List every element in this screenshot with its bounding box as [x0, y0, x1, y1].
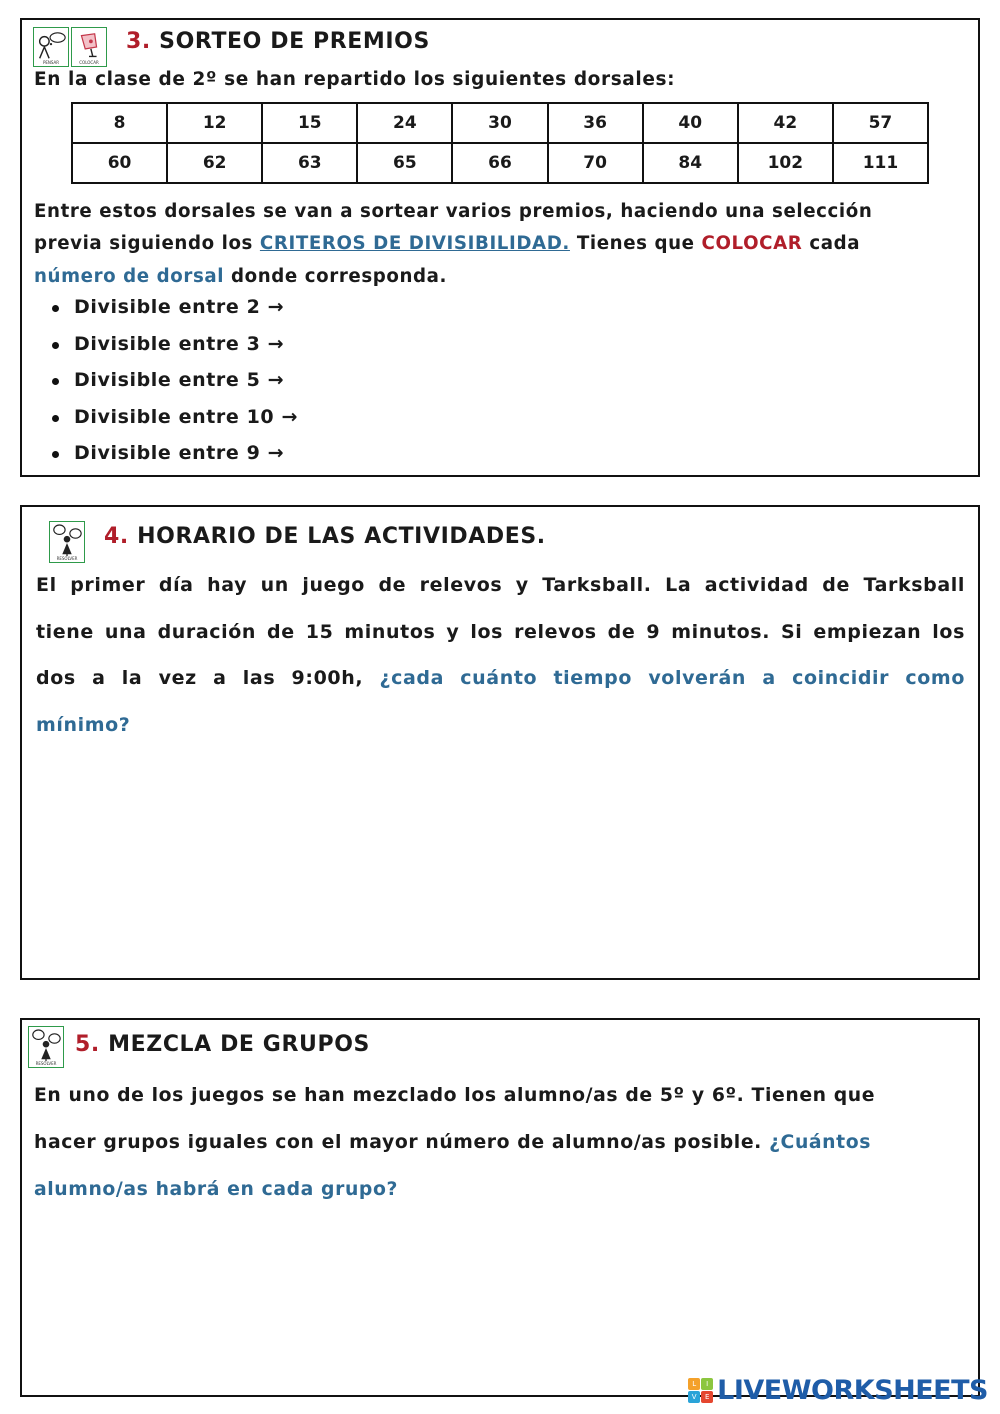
place-pictogram-icon	[71, 27, 107, 67]
text-span: previa siguiendo los	[34, 233, 260, 254]
list-item	[52, 442, 298, 479]
paragraph-line	[34, 266, 447, 287]
text-span: donde corresponda.	[224, 266, 448, 287]
table-cell: 15	[262, 103, 357, 143]
solve-pictogram-icon	[49, 521, 85, 563]
section-title-text: HORARIO DE LAS ACTIVIDADES.	[137, 524, 546, 549]
logo-letter: V	[688, 1391, 700, 1403]
section-5-box	[20, 1018, 980, 1397]
paragraph-line: tiene una duración de 15 minutos y los relevos de 9 minutos. Si empiezan los	[36, 621, 965, 643]
table-cell: 24	[357, 103, 452, 143]
criterion-label: Divisible entre 3 →	[74, 332, 285, 355]
table-cell: 111	[833, 143, 928, 183]
criterion-label: Divisible entre 10 →	[74, 405, 298, 428]
table-cell: 12	[167, 103, 262, 143]
table-cell: 60	[72, 143, 167, 183]
table-cell: 62	[167, 143, 262, 183]
logo-letter: E	[701, 1391, 713, 1403]
paragraph-line: mínimo?	[36, 714, 131, 736]
table-cell: 42	[738, 103, 833, 143]
logo-letter: L	[688, 1378, 700, 1390]
section-title	[75, 1032, 370, 1057]
table-cell: 102	[738, 143, 833, 183]
table-row	[72, 103, 928, 143]
paragraph-line	[36, 667, 965, 689]
intro-text: En la clase de 2º se han repartido los siguientes dorsales:	[34, 69, 676, 90]
criteria-link[interactable]: CRITEROS DE DIVISIBILIDAD.	[259, 233, 570, 254]
pictogram-caption: RESOLVER	[35, 1061, 57, 1066]
table-cell: 70	[548, 143, 643, 183]
liveworksheets-logo[interactable]	[688, 1376, 988, 1404]
paragraph-line: alumno/as habrá en cada grupo?	[34, 1179, 398, 1200]
table-row	[72, 143, 928, 183]
bullet-icon	[52, 378, 59, 385]
list-item	[52, 333, 298, 370]
paragraph-line: En uno de los juegos se han mezclado los alumno/as de 5º y 6º. Tienen que	[34, 1085, 876, 1106]
section-title-text: MEZCLA DE GRUPOS	[108, 1032, 370, 1057]
table-cell: 8	[72, 103, 167, 143]
logo-text: LIVEWORKSHEETS	[717, 1374, 988, 1406]
section-3-box	[20, 18, 980, 477]
highlight-blue: ¿cada cuánto tiempo volverán a coincidir como	[379, 667, 965, 689]
section-number: 5.	[75, 1032, 100, 1057]
solve-pictogram-icon	[28, 1026, 64, 1068]
section-number: 3.	[126, 29, 151, 54]
highlight-blue: ¿Cuántos	[769, 1132, 872, 1153]
section-title	[126, 29, 430, 54]
text-span: cada	[802, 233, 861, 254]
paragraph-line: Entre estos dorsales se van a sortear varios premios, haciendo una selección	[34, 201, 873, 222]
think-pictogram-icon	[33, 27, 69, 67]
table-cell: 63	[262, 143, 357, 183]
list-item	[52, 369, 298, 406]
table-cell: 40	[643, 103, 738, 143]
logo-mark-icon	[688, 1378, 713, 1403]
list-item	[52, 406, 298, 443]
bullet-icon	[52, 451, 59, 458]
paragraph-line	[34, 233, 860, 254]
criterion-label: Divisible entre 2 →	[74, 296, 285, 318]
table-cell: 36	[548, 103, 643, 143]
pictogram-caption: COLOCAR	[79, 60, 99, 65]
table-cell: 65	[357, 143, 452, 183]
paragraph-line	[34, 1132, 871, 1153]
criterion-label: Divisible entre 5 →	[74, 369, 285, 391]
section-4-box	[20, 505, 980, 980]
list-item	[52, 296, 298, 333]
dorsal-table	[71, 102, 929, 184]
highlight-blue: número de dorsal	[34, 266, 225, 287]
logo-letter: I	[701, 1378, 713, 1390]
bullet-icon	[52, 342, 59, 349]
pictogram-caption: RESOLVER	[56, 556, 78, 561]
bullet-icon	[52, 305, 59, 312]
criteria-list	[52, 296, 298, 479]
table-cell: 66	[452, 143, 547, 183]
paragraph-line: El primer día hay un juego de relevos y Tarksball. La actividad de Tarksball	[36, 574, 965, 596]
table-cell: 57	[833, 103, 928, 143]
table-cell: 30	[452, 103, 547, 143]
text-span: hacer grupos iguales con el mayor número de alumno/as posible.	[34, 1132, 770, 1153]
criterion-label: Divisible entre 9 →	[74, 442, 285, 464]
bullet-icon	[52, 415, 59, 422]
section-title-text: SORTEO DE PREMIOS	[159, 29, 430, 54]
text-span: dos a la vez a las 9:00h,	[36, 667, 380, 689]
pictogram-caption: PENSAR	[42, 60, 60, 65]
section-number: 4.	[104, 524, 129, 549]
text-span: Tienes que	[569, 233, 702, 254]
table-cell: 84	[643, 143, 738, 183]
section-title	[104, 524, 546, 549]
highlight-red: COLOCAR	[701, 233, 803, 254]
